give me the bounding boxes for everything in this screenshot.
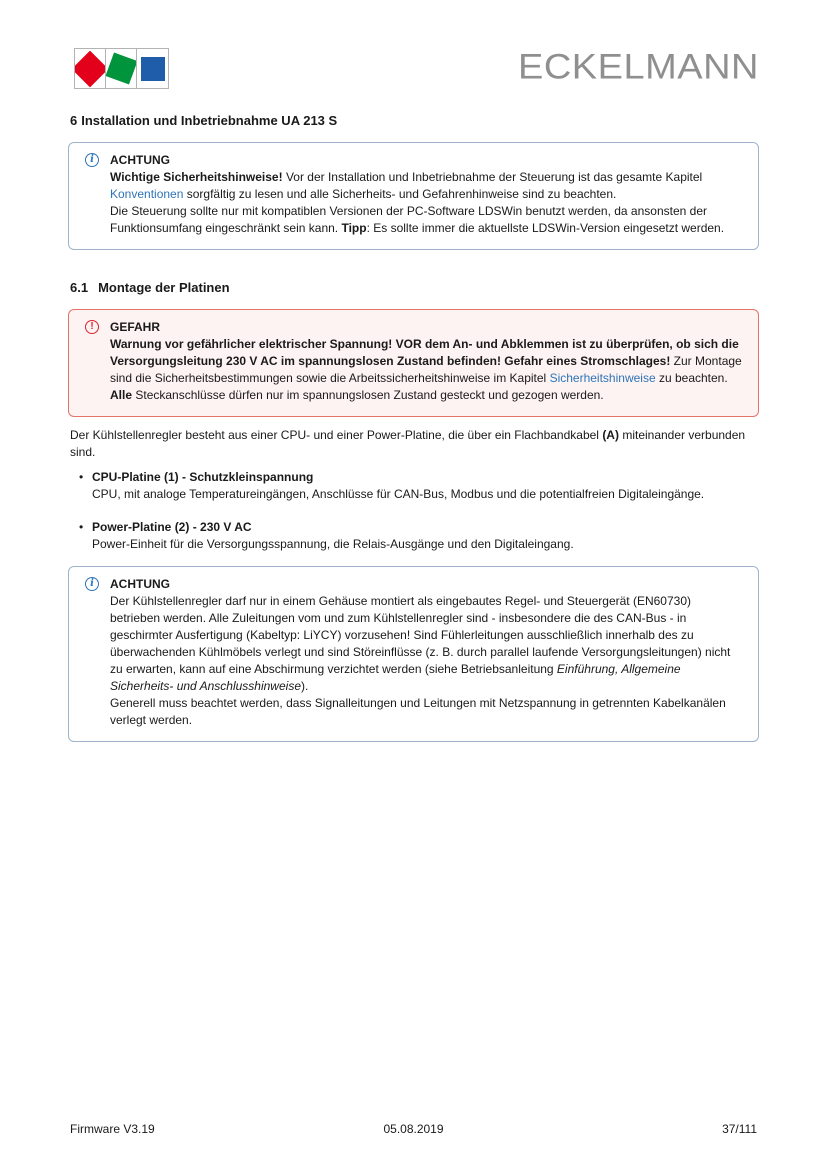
inline-link[interactable]: Sicherheitshinweise (549, 371, 656, 385)
bullet-body: CPU, mit analoge Temperatureingängen, Anschlüsse für CAN-Bus, Modbus und die potentialfreien Digitaleingänge. (92, 487, 705, 501)
red-diamond-icon (75, 50, 106, 87)
brand-wordmark: ECKELMANN (518, 48, 759, 87)
info-icon: i (85, 577, 99, 591)
list-item (70, 469, 759, 503)
inline-link[interactable]: Konventionen (110, 187, 184, 201)
section-heading (70, 279, 759, 296)
text-span: Zur Montage sind die Sicherheitsbestimmungen sowie die Arbeitssicherheitshinweise im Kapitel (110, 354, 742, 385)
text-span: Vor der Installation und Inbetriebnahme der Steuerung ist das gesamte Kapitel (282, 170, 703, 184)
notice-text (110, 169, 742, 237)
logo-cell-blue (137, 49, 168, 88)
notice-achtung-1 (68, 142, 759, 250)
board-list (70, 469, 759, 553)
text-span: ). (301, 679, 309, 693)
bullet-title: • CPU-Platine (1) - Schutzkleinspannung (92, 470, 314, 484)
page-footer (70, 1121, 757, 1138)
text-span: zu beachten. (655, 371, 728, 385)
green-diamond-icon (106, 52, 137, 84)
notice-achtung-2 (68, 566, 759, 742)
chapter-title: Installation und Inbetriebnahme UA 213 S (81, 113, 338, 128)
text-span: (A) (602, 428, 619, 442)
page-header (68, 48, 759, 89)
list-item (70, 519, 759, 553)
chapter-number: 6 (70, 113, 78, 128)
notice-text (110, 593, 742, 729)
notice-text (110, 336, 742, 404)
text-span: Einführung, Allgemeine Sicherheits- und Anschlusshinweise (110, 662, 681, 693)
text-span: Steckanschlüsse dürfen nur im spannungslosen Zustand gesteckt und gezogen werden. (132, 388, 604, 402)
text-span: sorgfältig zu lesen und alle Sicherheits- und Gefahrenhinweise sind zu beachten. (183, 187, 617, 201)
notice-label: ACHTUNG (110, 153, 170, 167)
logo-cell-green (106, 49, 137, 88)
text-span: miteinander verbunden sind. (70, 428, 746, 459)
footer-date: 05.08.2019 (383, 1122, 444, 1136)
bullet-body: Power-Einheit für die Versorgungsspannung, die Relais-Ausgänge und den Digitaleingang. (92, 537, 574, 551)
logo-cell-red (75, 49, 106, 88)
text-span: Warnung vor gefährlicher elektrischer Spannung! VOR dem An- und Abklemmen ist zu überprüfen, ob sich die Versorgungsleitung 230 V AC im spannungslosen Zustand befinden! Gefahr eines Stromschlages! (110, 337, 739, 368)
text-span: Generell muss beachtet werden, dass Signalleitungen und Leitungen mit Netzspannung in getrennten Kabelkanälen verlegt werden. (110, 696, 726, 727)
blue-square-icon (141, 57, 165, 81)
intro-paragraph (70, 427, 759, 461)
footer-page-number: 37/111 (722, 1122, 757, 1136)
notice-label: GEFAHR (110, 320, 161, 334)
section-title: Montage der Platinen (98, 280, 230, 295)
text-span: Die Steuerung sollte nur mit kompatiblen Versionen der PC-Software LDSWin benutzt werden, da ansonsten der Funktionsumfang eingeschränkt sein kann. (110, 204, 707, 235)
warning-icon: ! (85, 320, 99, 334)
notice-gefahr (68, 309, 759, 417)
chapter-heading (70, 112, 759, 129)
text-span: Alle (110, 388, 133, 402)
notice-label: ACHTUNG (110, 577, 170, 591)
info-icon: i (85, 153, 99, 167)
text-span: Tipp (341, 221, 367, 235)
bullet-title: • Power-Platine (2) - 230 V AC (92, 520, 252, 534)
text-span: Wichtige Sicherheitshinweise! (110, 170, 283, 184)
section-number: 6.1 (70, 280, 89, 295)
footer-firmware: Firmware V3.19 (70, 1122, 155, 1136)
text-span: Der Kühlstellenregler besteht aus einer CPU- und einer Power-Platine, die über ein Flachbandkabel (70, 428, 603, 442)
eckelmann-logo (74, 48, 169, 89)
text-span: Der Kühlstellenregler darf nur in einem Gehäuse montiert als eingebautes Regel- und Steuergerät (EN60730) betrieben werden. Alle Zuleitungen vom und zum Kühlstellenregler sind - insbesondere die des CAN-Bus - in geschirmter Ausfertigung (Kabeltyp: LiYCY) vorzusehen! Sind Fühlerleitungen ausschließlich innerhalb des zu überwachenden Kühlmöbels verlegt und sind Störeinflüsse (z. B. durch parallel laufende Versorgungsleitungen) nicht zu erwarten, kann auf eine Abschirmung verzichtet werden (siehe Betriebsanleitung (110, 594, 731, 676)
text-span: : Es sollte immer die aktuellste LDSWin-Version eingesetzt werden. (366, 221, 725, 235)
